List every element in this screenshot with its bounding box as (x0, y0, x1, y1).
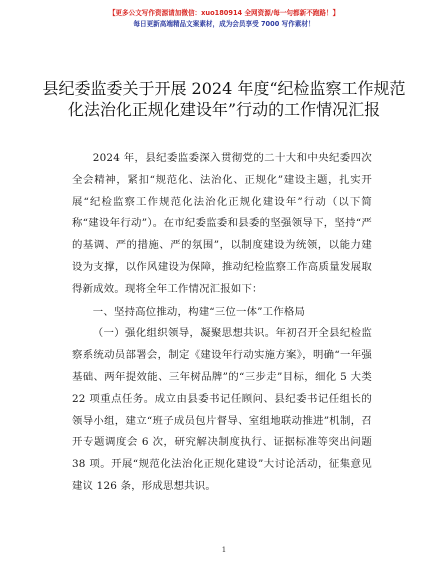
document-body (72, 148, 372, 498)
subsection-paragraph-1: （一）强化组织领导，凝聚思想共识。年初召开全县纪检监察系统动员部署会，制定《建设年行动实施方案》，明确“一年强基础、两年提效能、三年树品牌”的“三步走”目标，细化 5 大类 22 项重点任务。成立由县委书记任顾问、县纪委书记任组长的领导小组，建立“班子成员包片督导、室组地联动推进”机制，召开专题调度会 6 次，研究解决制度执行、证据标准等突出问题 38 项。开展“规范化法治化正规化建设”大讨论活动，征集意见建议 126 条，形成思想共识。 (72, 327, 372, 492)
section-heading-1: 一、坚持高位推动，构建“三位一体”工作格局 (92, 305, 306, 318)
promo-line-1: 【更多公文写作资源请加微信：xuo180914 全网资源/每一句都新不跑路！】 (108, 9, 340, 17)
intro-paragraph: 2024 年，县纪委监委深入贯彻党的二十大和中央纪委四次全会精神，紧扣“规范化、法治化、正规化”建设主题，扎实开展“纪检监察工作规范化法治化正规化建设年”行动（以下简称“建设年行动”）。在市纪委监委和县委的坚强领导下，坚持“严的基调、严的措施、严的氛围”，以制度建设为统领，以能力建设为支撑，以作风建设为保障，推动纪检监察工作高质量发展取得新成效。现将全年工作情况汇报如下： (72, 152, 372, 295)
promo-header (0, 8, 448, 29)
page-number: 1 (221, 546, 227, 554)
document-title: 县纪委监委关于开展 2024 年度“纪检监察工作规范化法治化正规化建设年”行动的工作情况汇报 (42, 79, 406, 119)
promo-line-2: 每日更新高端精品文案素材，成为会员享受 7000 写作素材！ (133, 20, 315, 28)
